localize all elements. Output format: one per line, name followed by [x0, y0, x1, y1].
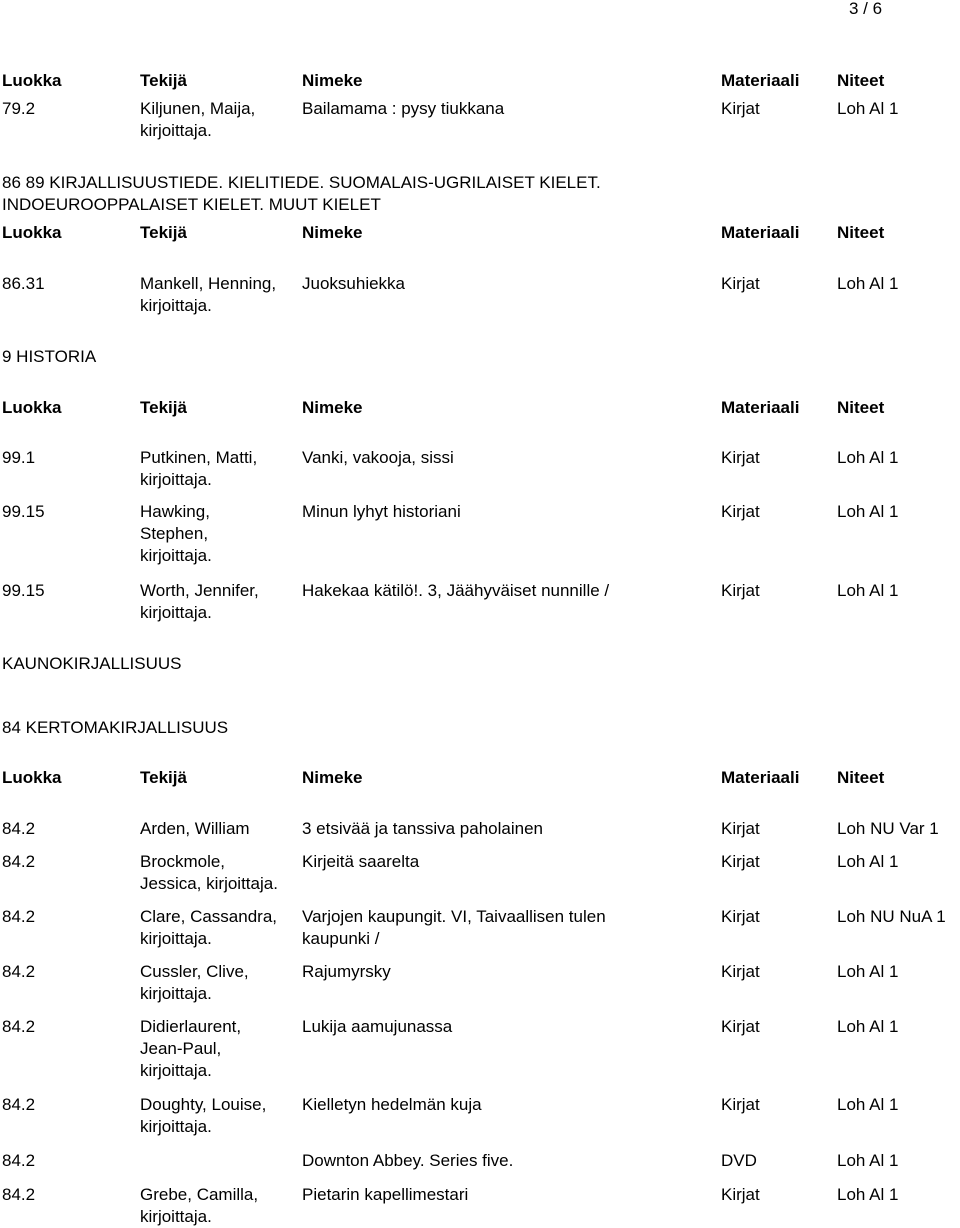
section-heading: KAUNOKIRJALLISUUS	[2, 654, 182, 673]
row-tekija: Clare, Cassandra,	[140, 907, 278, 926]
header-materiaali: Materiaali	[721, 71, 800, 90]
row-nimeke: Juoksuhiekka	[302, 274, 406, 293]
row-tekija: Didierlaurent,	[140, 1017, 242, 1036]
row-luokka: 84.2	[2, 1095, 36, 1114]
header-materiaali: Materiaali	[721, 398, 800, 417]
row-tekija: Putkinen, Matti,	[140, 448, 258, 467]
row-tekija: Kiljunen, Maija,	[140, 99, 256, 118]
row-materiaali: Kirjat	[721, 819, 760, 838]
header-tekija: Tekijä	[140, 768, 187, 787]
header-niteet: Niteet	[837, 768, 885, 787]
row-materiaali: Kirjat	[721, 99, 760, 118]
row-niteet: Loh Al 1	[837, 1151, 899, 1170]
header-tekija: Tekijä	[140, 71, 187, 90]
header-materiaali: Materiaali	[721, 223, 800, 242]
row-materiaali: Kirjat	[721, 962, 760, 981]
header-materiaali: Materiaali	[721, 768, 800, 787]
row-niteet: Loh Al 1	[837, 502, 899, 521]
header-luokka: Luokka	[2, 71, 62, 90]
section-heading: 84 KERTOMAKIRJALLISUUS	[2, 718, 229, 737]
row-materiaali: Kirjat	[721, 852, 760, 871]
header-tekija: Tekijä	[140, 398, 187, 417]
header-luokka: Luokka	[2, 398, 62, 417]
row-niteet: Loh Al 1	[837, 99, 899, 118]
row-tekija: Worth, Jennifer,	[140, 581, 259, 600]
header-luokka: Luokka	[2, 223, 62, 242]
row-tekija: Stephen,	[140, 524, 209, 543]
row-luokka: 86.31	[2, 274, 45, 293]
row-tekija: kirjoittaja.	[140, 984, 212, 1003]
row-nimeke: Vanki, vakooja, sissi	[302, 448, 454, 467]
header-nimeke: Nimeke	[302, 398, 363, 417]
row-tekija: kirjoittaja.	[140, 1061, 212, 1080]
row-niteet: Loh NU NuA 1	[837, 907, 946, 926]
row-materiaali: Kirjat	[721, 1095, 760, 1114]
row-tekija: kirjoittaja.	[140, 1207, 212, 1226]
row-luokka: 84.2	[2, 852, 36, 871]
section-heading: INDOEUROOPPALAISET KIELET. MUUT KIELET	[2, 195, 381, 214]
row-nimeke: Downton Abbey. Series five.	[302, 1151, 514, 1170]
row-tekija: Jean-Paul,	[140, 1039, 222, 1058]
row-materiaali: Kirjat	[721, 907, 760, 926]
row-tekija: Jessica, kirjoittaja.	[140, 874, 278, 893]
row-nimeke: Minun lyhyt historiani	[302, 502, 461, 521]
row-materiaali: DVD	[721, 1151, 757, 1170]
row-tekija: kirjoittaja.	[140, 121, 212, 140]
row-niteet: Loh Al 1	[837, 1095, 899, 1114]
row-nimeke: Lukija aamujunassa	[302, 1017, 453, 1036]
row-tekija: Arden, William	[140, 819, 250, 838]
row-niteet: Loh Al 1	[837, 274, 899, 293]
row-niteet: Loh Al 1	[837, 1185, 899, 1204]
row-materiaali: Kirjat	[721, 274, 760, 293]
row-niteet: Loh Al 1	[837, 581, 899, 600]
row-luokka: 84.2	[2, 962, 36, 981]
row-tekija: Brockmole,	[140, 852, 226, 871]
row-nimeke: kaupunki /	[302, 929, 380, 948]
row-materiaali: Kirjat	[721, 581, 760, 600]
row-luokka: 99.1	[2, 448, 36, 467]
row-nimeke: Varjojen kaupungit. VI, Taivaallisen tulen	[302, 907, 606, 926]
row-nimeke: Kielletyn hedelmän kuja	[302, 1095, 482, 1114]
header-nimeke: Nimeke	[302, 223, 363, 242]
section-heading: 9 HISTORIA	[2, 347, 97, 366]
row-niteet: Loh NU Var 1	[837, 819, 939, 838]
row-nimeke: Rajumyrsky	[302, 962, 391, 981]
row-niteet: Loh Al 1	[837, 962, 899, 981]
row-nimeke: Hakekaa kätilö!. 3, Jäähyväiset nunnille /	[302, 581, 610, 600]
row-materiaali: Kirjat	[721, 502, 760, 521]
header-niteet: Niteet	[837, 71, 885, 90]
row-materiaali: Kirjat	[721, 1017, 760, 1036]
row-nimeke: Kirjeitä saarelta	[302, 852, 420, 871]
header-tekija: Tekijä	[140, 223, 187, 242]
row-tekija: Doughty, Louise,	[140, 1095, 267, 1114]
header-nimeke: Nimeke	[302, 71, 363, 90]
row-niteet: Loh Al 1	[837, 448, 899, 467]
section-heading: 86 89 KIRJALLISUUSTIEDE. KIELITIEDE. SUOMALAIS-UGRILAISET KIELET.	[2, 173, 601, 192]
page-number: 3 / 6	[849, 0, 883, 18]
header-niteet: Niteet	[837, 398, 885, 417]
row-luokka: 99.15	[2, 581, 45, 600]
row-luokka: 84.2	[2, 819, 36, 838]
row-luokka: 84.2	[2, 1017, 36, 1036]
header-luokka: Luokka	[2, 768, 62, 787]
row-tekija: Cussler, Clive,	[140, 962, 249, 981]
row-luokka: 79.2	[2, 99, 36, 118]
row-nimeke: 3 etsivää ja tanssiva paholainen	[302, 819, 543, 838]
row-tekija: kirjoittaja.	[140, 296, 212, 315]
row-tekija: Mankell, Henning,	[140, 274, 277, 293]
row-tekija: Grebe, Camilla,	[140, 1185, 259, 1204]
header-niteet: Niteet	[837, 223, 885, 242]
row-niteet: Loh Al 1	[837, 1017, 899, 1036]
row-tekija: kirjoittaja.	[140, 546, 212, 565]
header-nimeke: Nimeke	[302, 768, 363, 787]
row-tekija: kirjoittaja.	[140, 929, 212, 948]
row-tekija: kirjoittaja.	[140, 470, 212, 489]
row-materiaali: Kirjat	[721, 1185, 760, 1204]
row-tekija: kirjoittaja.	[140, 603, 212, 622]
row-luokka: 84.2	[2, 1185, 36, 1204]
row-tekija: Hawking,	[140, 502, 210, 521]
row-nimeke: Bailamama : pysy tiukkana	[302, 99, 505, 118]
row-luokka: 84.2	[2, 907, 36, 926]
row-luokka: 99.15	[2, 502, 45, 521]
row-nimeke: Pietarin kapellimestari	[302, 1185, 469, 1204]
row-tekija: kirjoittaja.	[140, 1117, 212, 1136]
row-materiaali: Kirjat	[721, 448, 760, 467]
row-niteet: Loh Al 1	[837, 852, 899, 871]
row-luokka: 84.2	[2, 1151, 36, 1170]
